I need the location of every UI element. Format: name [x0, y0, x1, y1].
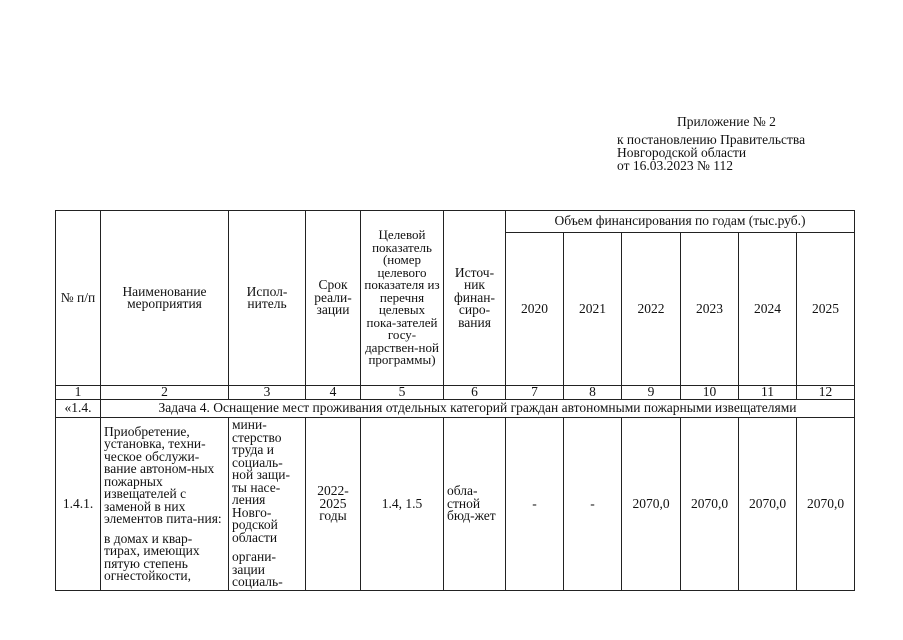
row-number: 1.4.1. [56, 418, 101, 591]
row-value-2022: 2070,0 [622, 418, 681, 591]
row-value-2025: 2070,0 [797, 418, 855, 591]
header-year-2025: 2025 [797, 233, 855, 386]
column-number-row [56, 386, 855, 400]
column-number: 7 [506, 386, 564, 400]
appendix-line-2: Новгородской области [617, 145, 747, 160]
header-name: Наименование мероприятия [101, 211, 229, 386]
header-funding-group: Объем финансирования по годам (тыс.руб.) [506, 211, 855, 233]
row-term: 2022-2025 годы [306, 418, 361, 591]
row-value-2024: 2070,0 [739, 418, 797, 591]
row-name-part-1: Приобретение, установка, техни-ческое обслужи-вание автоном-ных пожарных извещателей с заменой в них элементов пита-ния: [104, 423, 222, 526]
header-year-2022: 2022 [622, 233, 681, 386]
appendix-title: Приложение № 2 [677, 114, 776, 129]
header-target: Целевой показатель (номер целевого показателя из перечня целевых пока-зателей госу-дарствен-ной программы) [361, 211, 444, 386]
appendix-line-1: к постановлению Правительства [617, 132, 806, 147]
header-year-2020: 2020 [506, 233, 564, 386]
column-number: 11 [739, 386, 797, 400]
header-term: Срок реали-зации [306, 211, 361, 386]
row-name [101, 418, 229, 591]
row-target: 1.4, 1.5 [361, 418, 444, 591]
task-row [56, 400, 855, 418]
row-value-2023: 2070,0 [681, 418, 739, 591]
column-number: 4 [306, 386, 361, 400]
header-year-2021: 2021 [564, 233, 622, 386]
column-number: 8 [564, 386, 622, 400]
header-year-2024: 2024 [739, 233, 797, 386]
header-num: № п/п [56, 211, 101, 386]
column-number: 10 [681, 386, 739, 400]
column-number: 6 [444, 386, 506, 400]
column-number: 12 [797, 386, 855, 400]
column-number: 3 [229, 386, 306, 400]
column-number: 1 [56, 386, 101, 400]
row-value-2021: - [564, 418, 622, 591]
row-value-2020: - [506, 418, 564, 591]
row-executor-part-2: органи-зации социаль- [232, 549, 283, 590]
table-row [56, 418, 855, 591]
task-title: Задача 4. Оснащение мест проживания отдельных категорий граждан автономными пожарными извещателями [101, 400, 855, 418]
task-number: «1.4. [56, 400, 101, 418]
funding-table [55, 210, 855, 591]
column-number: 9 [622, 386, 681, 400]
appendix-line-3: от 16.03.2023 № 112 [617, 158, 733, 173]
column-number: 2 [101, 386, 229, 400]
header-year-2023: 2023 [681, 233, 739, 386]
row-executor-part-1: мини-стерство труда и социаль-ной защи-ты насе-ления Новго-родской области [232, 417, 291, 545]
row-executor [229, 418, 306, 591]
column-number: 5 [361, 386, 444, 400]
appendix-header [617, 115, 887, 172]
row-name-part-2: в домах и квар-тирах, имеющих пятую степень огнестойкости, [104, 530, 200, 583]
row-source: обла-стной бюд-жет [444, 418, 506, 591]
header-source: Источ-ник финан-сиро-вания [444, 211, 506, 386]
header-executor: Испол-нитель [229, 211, 306, 386]
